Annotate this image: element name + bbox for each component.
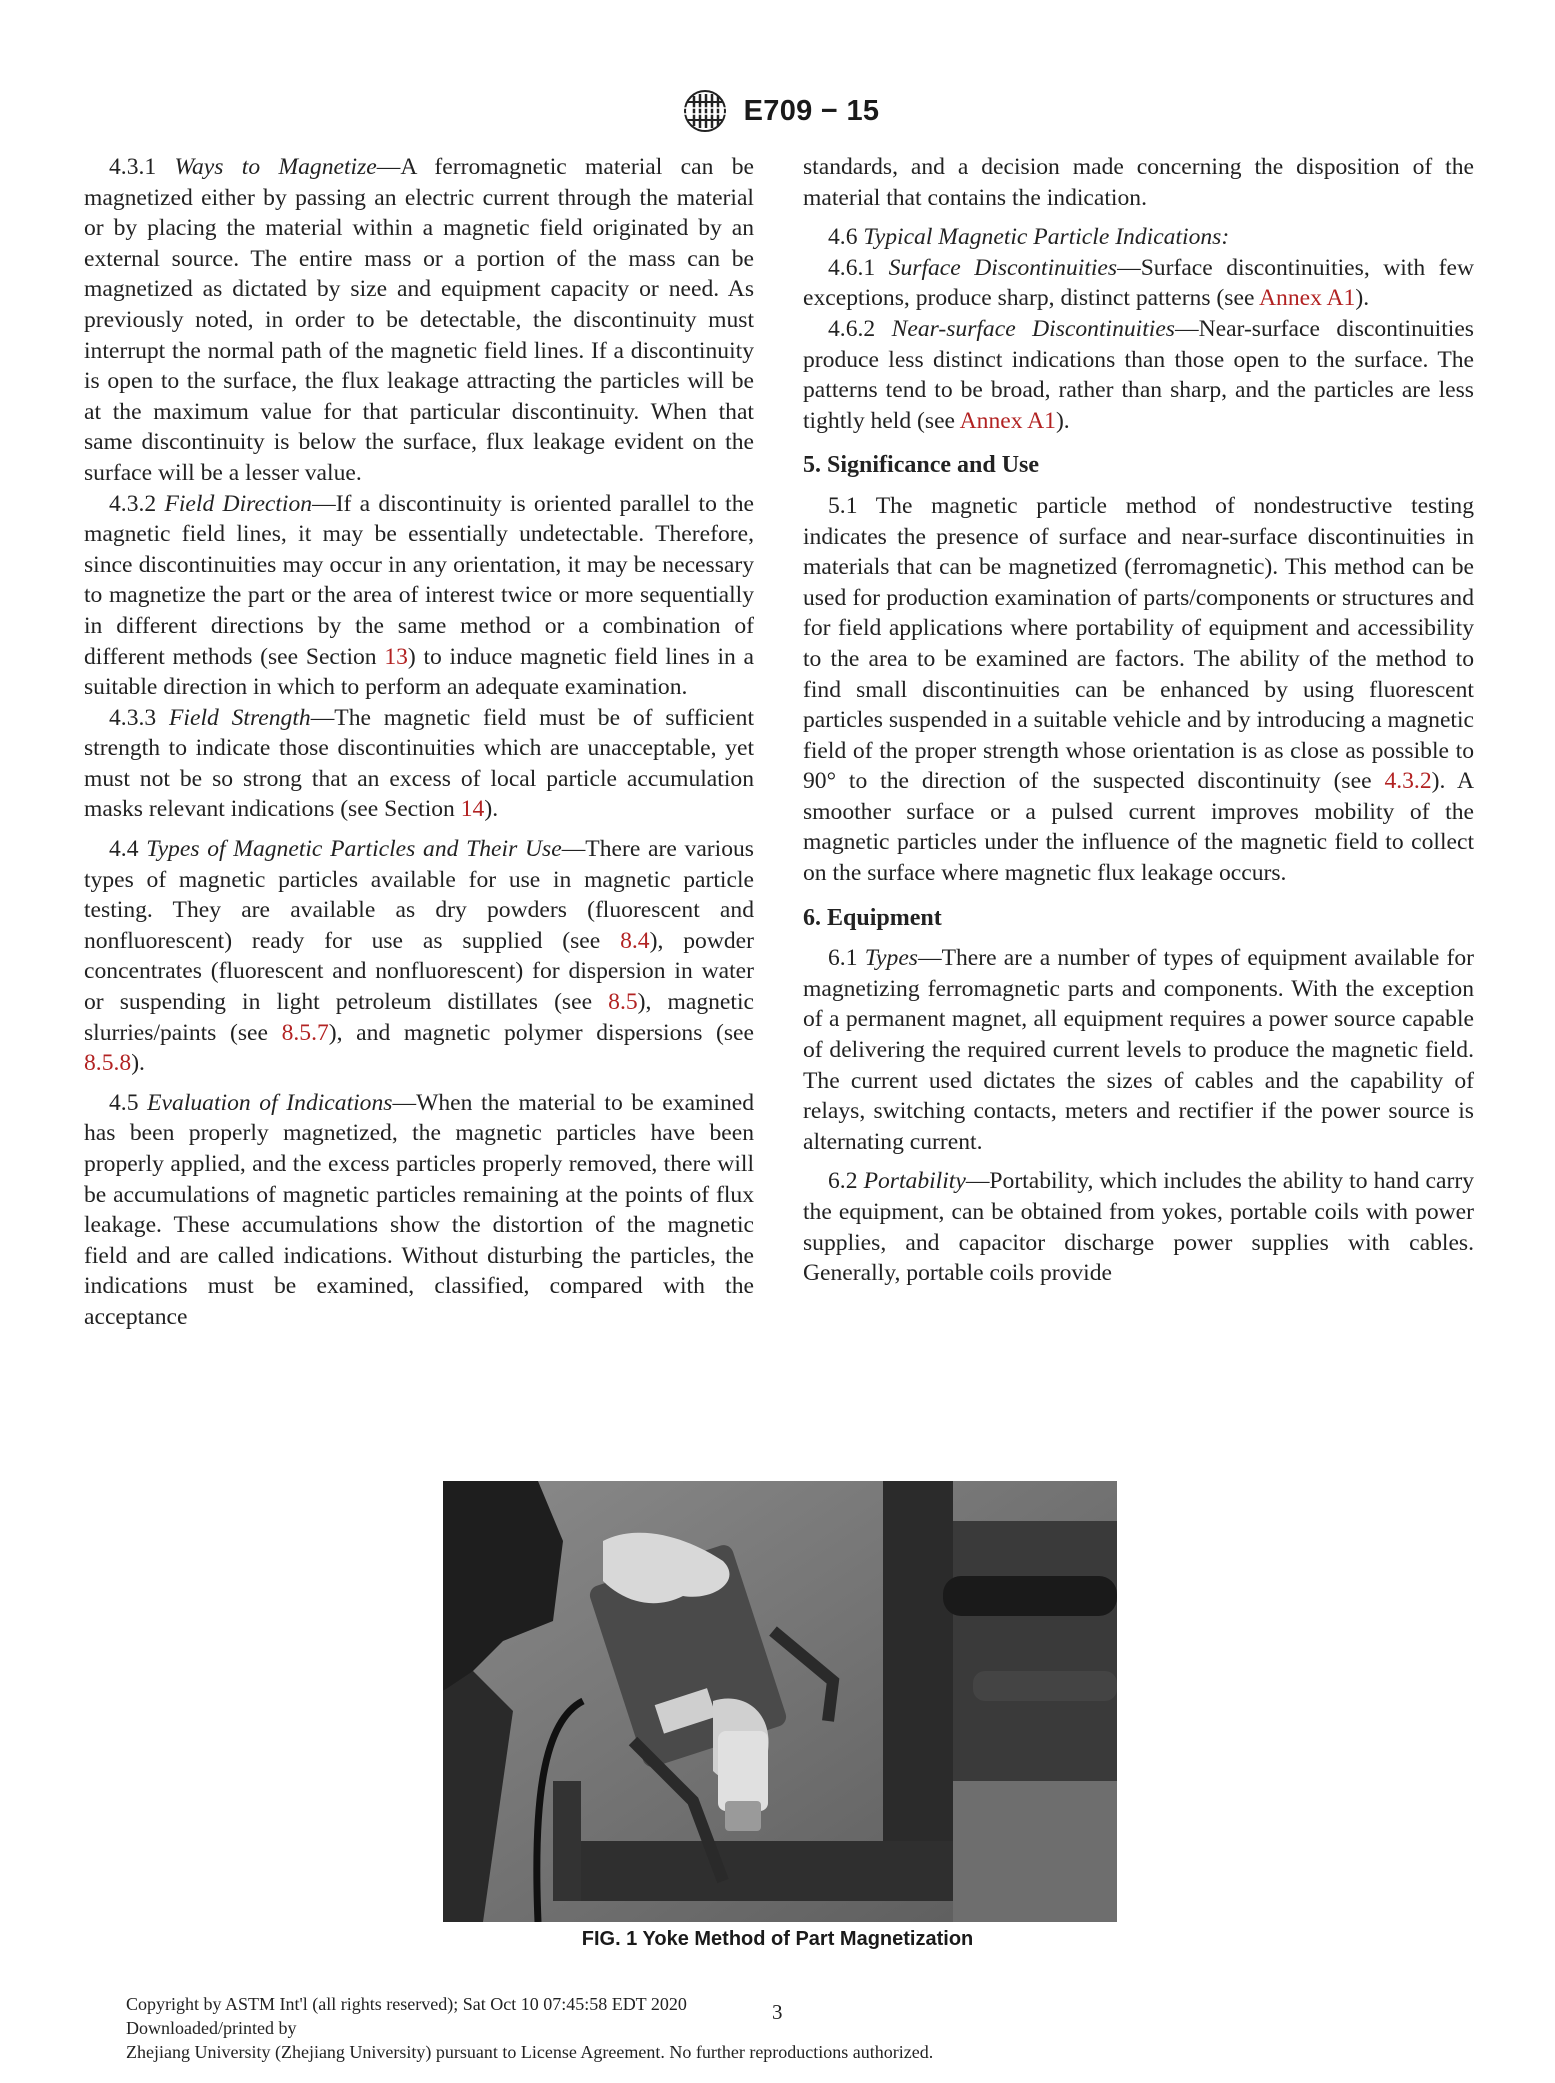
figure-yoke-photo	[443, 1481, 1117, 1922]
heading-significance-and-use: 5. Significance and Use	[803, 452, 1040, 479]
section-4-3-3: 4.3.3 Field Strength—The magnetic field must be of sufficient strength to indicate those discontinuities which are unacceptable, yet must not be so strong that an excess of local particle accumulation masks relevant indications (see Section 14).	[84, 704, 755, 823]
right-column	[803, 152, 1474, 1289]
section-5-1: 5.1 The magnetic particle method of nondestructive testing indicates the presence of surface and near-surface discontinuities in materials that can be magnetized (ferromagnetic). This method can be used for production examination of parts/components or structures and for field applications where portability of equipment and accessibility to the area to be examined are factors. The ability of the method to find small discontinuities can be enhanced by using fluorescent particles suspended in a suitable vehicle and by introducing a magnetic field of the proper strength whose orientation is as close as possible to 90° to the direction of the suspected discontinuity (see 4.3.2). A smoother surface or a pulsed current improves mobility of the magnetic particles under the influence of the magnetic field to collect on the surface where magnetic flux leakage occurs.	[803, 492, 1475, 887]
page-header	[0, 86, 1555, 141]
section-link-8-4[interactable]: 8.4	[620, 927, 650, 954]
annex-a1-link[interactable]: Annex A1	[1259, 285, 1356, 312]
download-line: Downloaded/printed by	[126, 2018, 297, 2038]
section-4-6-1: 4.6.1 Surface Discontinuities—Surface discontinuities, with few exceptions, produce sharp, distinct patterns (see Annex A1).	[803, 254, 1474, 312]
left-column	[84, 152, 754, 1333]
section-4-6: 4.6 Typical Magnetic Particle Indications:	[828, 224, 1230, 251]
yoke-photo-illustration	[443, 1481, 1117, 1922]
section-6-1: 6.1 Types—There are a number of types of equipment available for magnetizing ferromagnetic parts and components. With the exception of a permanent magnet, all equipment requires a power source capable of delivering the required current levels to produce the magnetic field. The current used dictates the sizes of cables and the capability of relays, switching contacts, meters and rectifier if the power source is alternating current.	[803, 945, 1474, 1155]
section-4-4: 4.4 Types of Magnetic Particles and Their Use—There are various types of magnetic particles available for use in magnetic particle testing. They are available as dry powders (fluorescent and nonfluorescent) ready for use as supplied (see 8.4), powder concentrates (fluorescent and nonfluorescent) for dispersion in water or suspending in light petroleum distillates (see 8.5), magnetic slurries/paints (see 8.5.7), and magnetic polymer dispersions (see 8.5.8).	[84, 836, 754, 1077]
astm-logo-icon	[676, 86, 734, 136]
section-link-8-5[interactable]: 8.5	[608, 989, 638, 1016]
section-link-13[interactable]: 13	[384, 643, 408, 670]
section-link-8-5-8[interactable]: 8.5.8	[84, 1050, 132, 1077]
figure-caption: FIG. 1 Yoke Method of Part Magnetization	[581, 1928, 974, 1950]
standard-number: E709 − 15	[743, 94, 880, 127]
section-4-3-1: 4.3.1 Ways to Magnetize—A ferromagnetic material can be magnetized either by passing an electric current through the material or by placing the material within a magnetic field originated by an external source. The entire mass or a portion of the mass can be magnetized as dictated by size and equipment capacity or need. As previously noted, in order to be detectable, the discontinuity must interrupt the normal path of the magnetic field lines. If a discontinuity is open to the surface, the flux leakage attracting the particles will be at the maximum value for that particular discontinuity. When that same discontinuity is below the surface, flux leakage evident on the surface will be a lesser value.	[84, 154, 754, 486]
section-6-2: 6.2 Portability—Portability, which includes the ability to hand carry the equipment, can be obtained from yokes, portable coils with power supplies, and capacitor discharge power supplies with cables. Generally, portable coils provide	[803, 1168, 1475, 1287]
page-footer	[126, 1992, 933, 2064]
section-link-14[interactable]: 14	[460, 796, 485, 823]
section-4-5-continued: standards, and a decision made concerning the disposition of the material that contains the indication.	[803, 154, 1474, 211]
license-line: Zhejiang University (Zhejiang University) pursuant to License Agreement. No further reproductions authorized.	[126, 2042, 934, 2062]
section-4-6-2: 4.6.2 Near-surface Discontinuities—Near-surface discontinuities produce less distinct indications than those open to the surface. The patterns tend to be broad, rather than sharp, and the particles are less tightly held (see Annex A1).	[803, 315, 1474, 434]
copyright-line: Copyright by ASTM Int'l (all rights reserved); Sat Oct 10 07:45:58 EDT 2020	[126, 1994, 687, 2014]
annex-a1-link[interactable]: Annex A1	[959, 407, 1056, 434]
section-4-3-2: 4.3.2 Field Direction—If a discontinuity is oriented parallel to the magnetic field lines, it may be essentially undetectable. Therefore, since discontinuities may occur in any orientation, it may be necessary to magnetize the part or the area of interest twice or more sequentially in different directions by the same method or a combination of different methods (see Section 13) to induce magnetic field lines in a suitable direction in which to perform an adequate examination.	[84, 490, 755, 701]
section-4-5: 4.5 Evaluation of Indications—When the material to be examined has been properly magnetized, the magnetic particles have been properly applied, and the excess particles properly removed, there will be accumulations of magnetic particles remaining at the points of flux leakage. These accumulations show the distortion of the magnetic field and are called indications. Without disturbing the particles, the indications must be examined, classified, compared with the acceptance	[84, 1089, 755, 1330]
heading-equipment: 6. Equipment	[803, 904, 942, 931]
page-number: 3	[772, 2000, 783, 2024]
section-link-8-5-7[interactable]: 8.5.7	[281, 1019, 329, 1046]
section-link-4-3-2[interactable]: 4.3.2	[1384, 768, 1432, 795]
